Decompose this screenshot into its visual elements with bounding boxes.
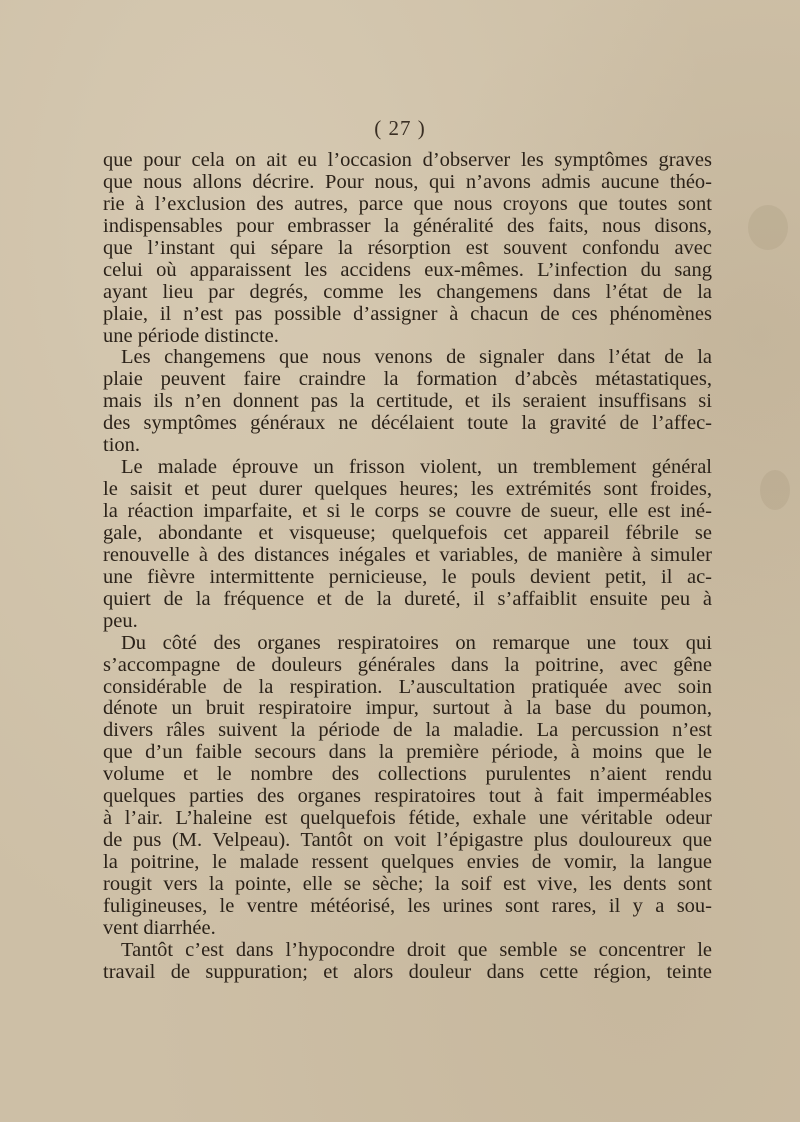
body-text — [103, 150, 712, 984]
text-line: la poitrine, le malade ressent quelques envies de vomir, la langue — [103, 851, 712, 873]
text-line: plaie peuvent faire craindre la formation d’abcès métastatiques, — [103, 368, 712, 391]
text-line: plaie, il n’est pas possible d’assigner à chacun de ces phénomènes — [103, 302, 712, 325]
text-line: renouvelle à des distances inégales et variables, de manière à simuler — [103, 543, 712, 566]
paragraph-end-line: peu. — [103, 609, 138, 632]
text-line: dénote un bruit respiratoire impur, surtout à la base du poumon, — [103, 697, 712, 720]
text-line: travail de suppuration; et alors douleur dans cette région, teinte — [103, 960, 712, 983]
text-line: ayant lieu par degrés, comme les changemens dans l’état de la — [103, 280, 712, 303]
text-line: que l’instant qui sépare la résorption est souvent confondu avec — [103, 236, 712, 259]
text-line: rougit vers la pointe, elle se sèche; la soif est vive, les dents sont — [103, 872, 712, 895]
text-line: de pus (M. Velpeau). Tantôt on voit l’épigastre plus douloureux que — [103, 829, 712, 852]
text-line: des symptômes généraux ne décélaient toute la gravité de l’affec- — [103, 412, 712, 435]
paragraph-end-line: tion. — [103, 434, 141, 457]
text-line: que nous allons décrire. Pour nous, qui n’avons admis aucune théo- — [103, 170, 712, 193]
text-line: volume et le nombre des collections purulentes n’aient rendu — [103, 763, 712, 786]
text-line: s’accompagne de douleurs générales dans la poitrine, avec gêne — [103, 653, 712, 676]
text-line: la réaction imparfaite, et si le corps se couvre de sueur, elle est iné- — [103, 500, 712, 522]
paragraph-first-line: Tantôt c’est dans l’hypocondre droit que semble se concentrer le — [121, 938, 712, 961]
text-line: gale, abondante et visqueuse; quelquefois cet appareil fébrile se — [103, 521, 712, 544]
text-line: considérable de la respiration. L’auscultation pratiquée avec soin — [103, 675, 712, 698]
text-line: divers râles suivent la période de la maladie. La percussion n’est — [103, 719, 712, 742]
paragraph-first-line: Le malade éprouve un frisson violent, un tremblement général — [121, 456, 712, 479]
text-line: que pour cela on ait eu l’occasion d’observer les symptômes graves — [103, 149, 712, 171]
text-line: quelques parties des organes respiratoires tout à fait imperméables — [103, 785, 712, 808]
paper-stain — [760, 470, 790, 510]
text-line: une fièvre intermittente pernicieuse, le pouls devient petit, il ac- — [103, 565, 712, 588]
paper-stain — [748, 205, 788, 250]
paragraph-end-line: une période distincte. — [103, 324, 279, 347]
text-line: indispensables pour embrasser la généralité des faits, nous disons, — [103, 214, 712, 237]
page-number: ( 27 ) — [374, 116, 426, 140]
text-line: à l’air. L’haleine est quelquefois fétide, exhale une véritable odeur — [103, 807, 712, 830]
text-line: celui où apparaissent les accidens eux-mêmes. L’infection du sang — [103, 258, 712, 281]
text-line: rie à l’exclusion des autres, parce que nous croyons que toutes sont — [103, 192, 712, 215]
text-line: fuligineuses, le ventre météorisé, les urines sont rares, il y a sou- — [103, 894, 712, 917]
text-line: mais ils n’en donnent pas la certitude, et ils seraient insuffisans si — [103, 390, 712, 413]
paragraph-first-line: Du côté des organes respiratoires on remarque une toux qui — [121, 631, 712, 654]
text-line: quiert de la fréquence et de la dureté, il s’affaiblit ensuite peu à — [103, 587, 712, 610]
text-line: que d’un faible secours dans la première période, à moins que le — [103, 741, 712, 764]
text-line: le saisit et peut durer quelques heures; les extrémités sont froides, — [103, 478, 712, 501]
paragraph-end-line: vent diarrhée. — [103, 916, 216, 939]
paragraph-first-line: Les changemens que nous venons de signaler dans l’état de la — [121, 346, 712, 369]
